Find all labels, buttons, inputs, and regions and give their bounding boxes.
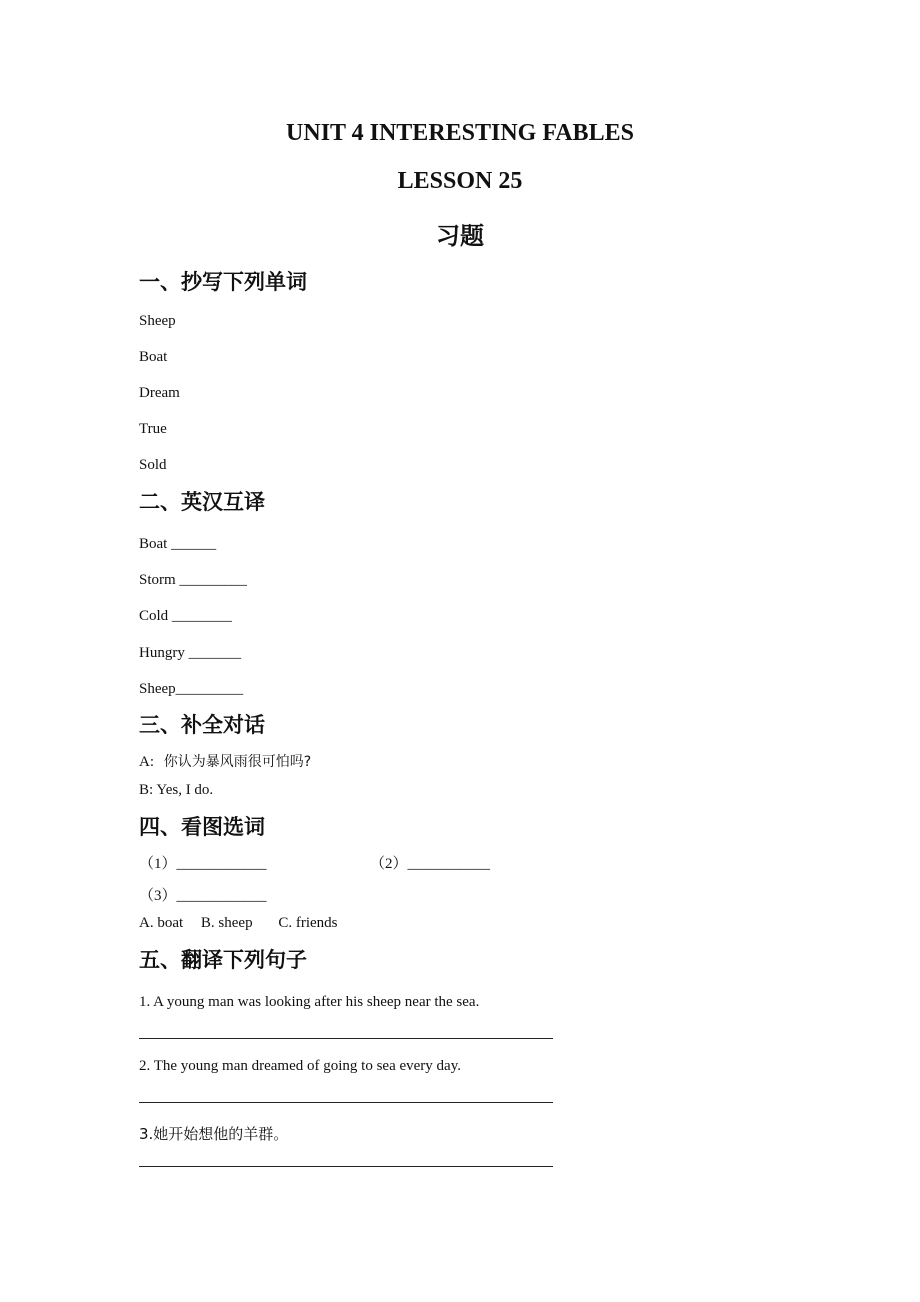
word-true: True [139,421,167,437]
word-sold: Sold [139,457,167,473]
word-boat: Boat [139,349,168,365]
sentence-3: 3.她开始想他的羊群。 [139,1125,289,1143]
translate-item-sheep: Sheep_________ [139,681,244,697]
option-c: C. friends [278,915,338,931]
picture-blank-3: （3）____________ [139,888,267,904]
section-2-heading: 二、英汉互译 [139,490,265,514]
dialogue-a-label: A: [139,754,154,770]
translate-item-hungry: Hungry _______ [139,645,242,661]
option-b: B. sheep [200,915,253,931]
answer-line-1 [139,1038,553,1039]
picture-blank-2: （2）___________ [370,856,491,872]
unit-title: UNIT 4 INTERESTING FABLES [286,120,634,146]
translate-item-boat: Boat ______ [139,536,217,552]
answer-line-2 [139,1102,553,1103]
exercise-subtitle: 习题 [436,222,484,250]
section-3-heading: 三、补全对话 [139,713,265,737]
section-5-heading: 五、翻译下列句子 [139,948,307,972]
lesson-title: LESSON 25 [397,168,523,194]
dialogue-a-text: 你认为暴风雨很可怕吗? [163,754,312,770]
dialogue-line-a [139,751,311,771]
sentence-2: 2. The young man dreamed of going to sea every day. [139,1058,461,1074]
word-sheep: Sheep [139,313,176,329]
word-options [139,915,338,932]
translate-item-storm: Storm _________ [139,572,247,588]
answer-line-3 [139,1166,553,1167]
section-1-heading: 一、抄写下列单词 [139,270,307,294]
picture-blank-1: （1）____________ [139,856,267,872]
option-a: A. boat [139,915,184,931]
translate-item-cold: Cold ________ [139,608,232,624]
sentence-1: 1. A young man was looking after his sheep near the sea. [139,994,480,1010]
word-dream: Dream [139,385,180,401]
dialogue-line-b: B: Yes, I do. [139,782,214,798]
section-4-heading: 四、看图选词 [139,815,265,839]
